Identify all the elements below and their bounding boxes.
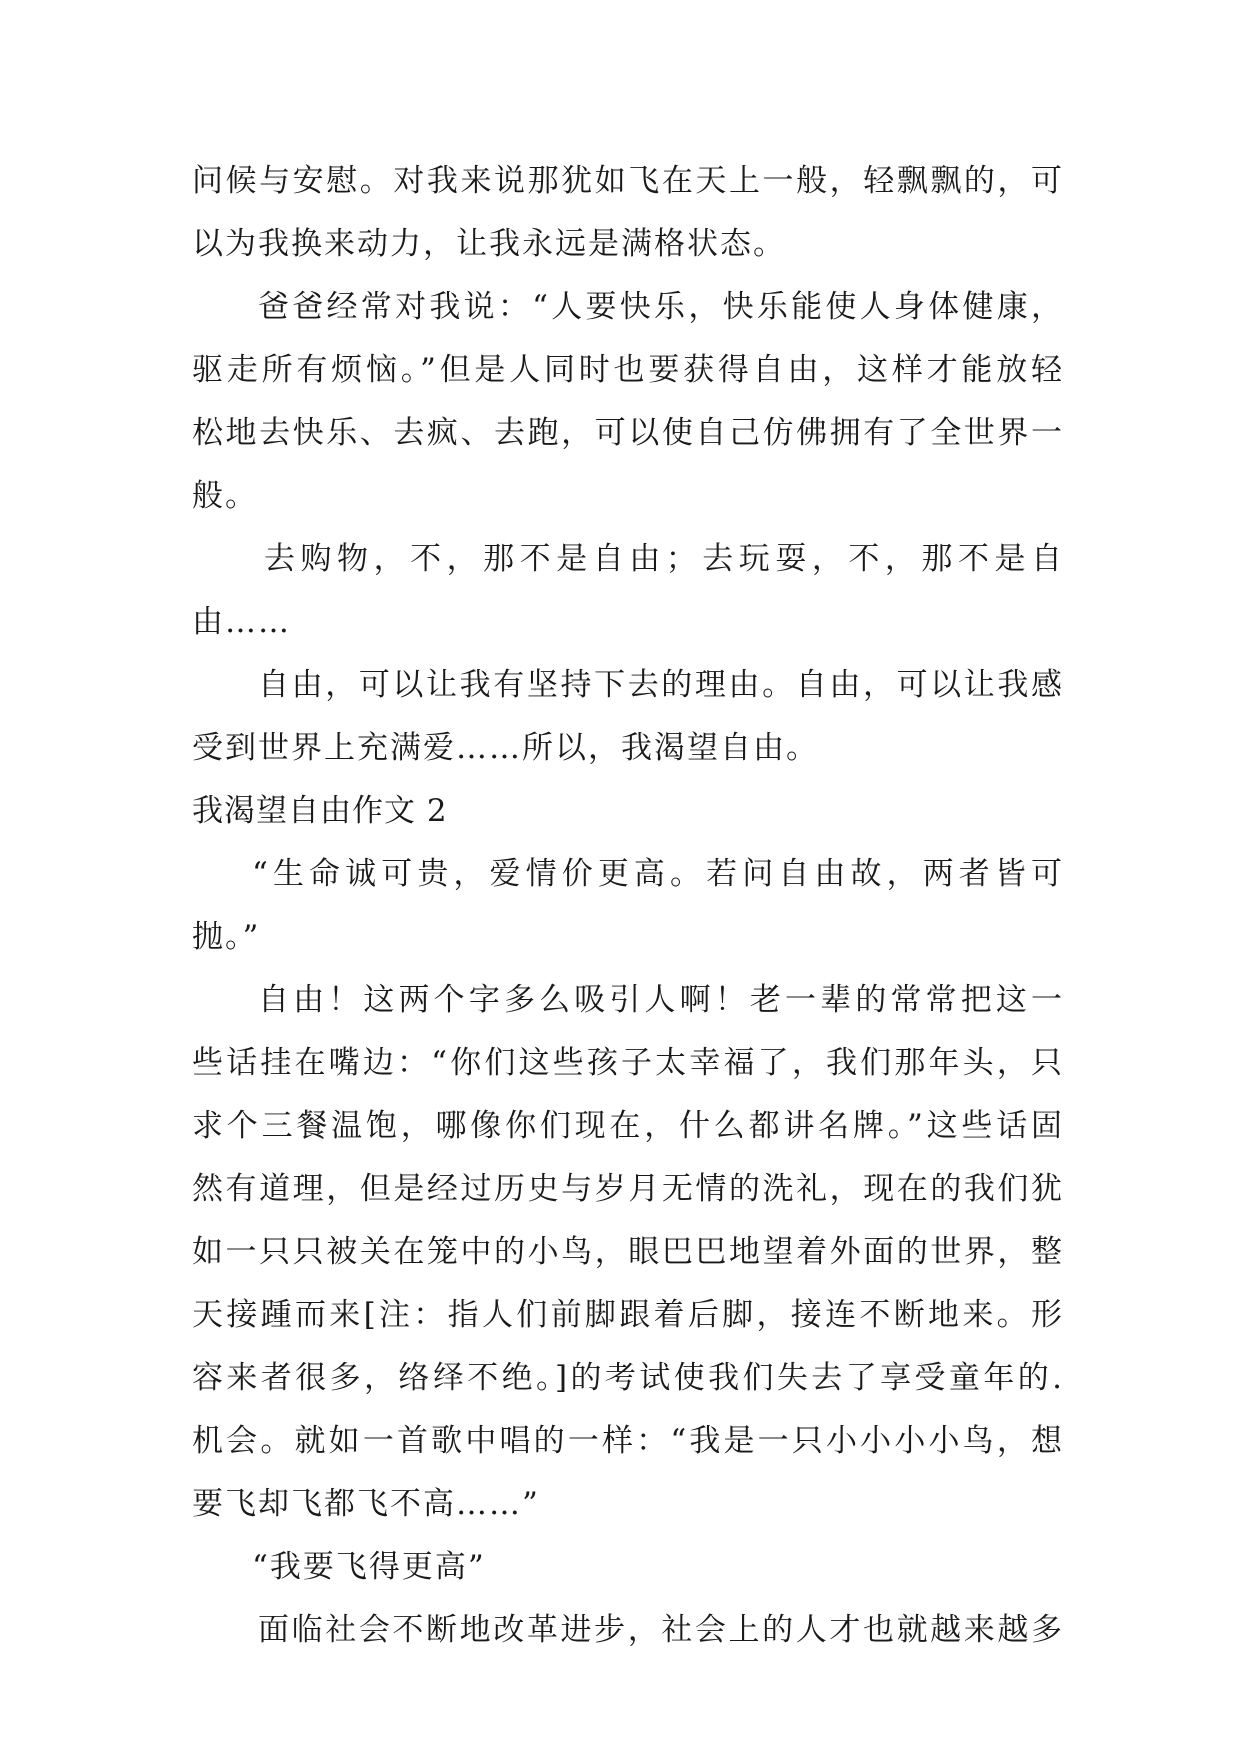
text-line: 求个三餐温饱，哪像你们现在，什么都讲名牌。”这些话固: [192, 1108, 1064, 1144]
text-line: 面临社会不断地改革进步，社会上的人才也就越来越多: [258, 1612, 1064, 1648]
text-line: 以为我换来动力，让我永远是满格状态。: [192, 226, 786, 262]
text-line: 天接踵而来[注：指人们前脚跟着后脚，接连不断地来。形: [192, 1297, 1064, 1333]
text-line: 自由！这两个字多么吸引人啊！老一辈的常常把这一: [258, 982, 1064, 1018]
text-line: 驱走所有烦恼。”但是人同时也要获得自由，这样才能放轻: [192, 352, 1064, 388]
text-line: 然有道理，但是经过历史与岁月无情的洗礼，现在的我们犹: [192, 1171, 1064, 1207]
text-line: 爸爸经常对我说：“人要快乐，快乐能使人身体健康，: [258, 289, 1064, 325]
text-line: 由……: [192, 604, 291, 640]
text-line: 去购物，不，那不是自由；去玩耍，不，那不是自: [264, 541, 1064, 577]
text-line: 般。: [192, 478, 258, 514]
text-line: “生命诚可贵，爱情价更高。若问自由故，两者皆可: [252, 856, 1064, 892]
text-line: 些话挂在嘴边：“你们这些孩子太幸福了，我们那年头，只: [192, 1045, 1064, 1081]
text-line: 要飞却飞都飞不高……”: [192, 1486, 540, 1522]
text-line: 如一只只被关在笼中的小鸟，眼巴巴地望着外面的世界，整: [192, 1234, 1064, 1270]
text-line: 问候与安慰。对我来说那犹如飞在天上一般，轻飘飘的，可: [192, 163, 1064, 199]
section-heading: 我渴望自由作文 2: [192, 793, 448, 829]
text-line: 机会。就如一首歌中唱的一样：“我是一只小小小小鸟，想: [192, 1423, 1064, 1459]
essay-body: [192, 150, 1064, 1662]
text-line: 松地去快乐、去疯、去跑，可以使自己仿佛拥有了全世界一: [192, 415, 1064, 451]
text-line: 容来者很多，络绎不绝。]的考试使我们失去了享受童年的.: [192, 1360, 1064, 1396]
text-line: 自由，可以让我有坚持下去的理由。自由，可以让我感: [258, 667, 1064, 703]
text-line: 受到世界上充满爱……所以，我渴望自由。: [192, 730, 819, 766]
text-line: 抛。”: [192, 919, 261, 955]
text-line: “我要飞得更高”: [252, 1549, 486, 1585]
